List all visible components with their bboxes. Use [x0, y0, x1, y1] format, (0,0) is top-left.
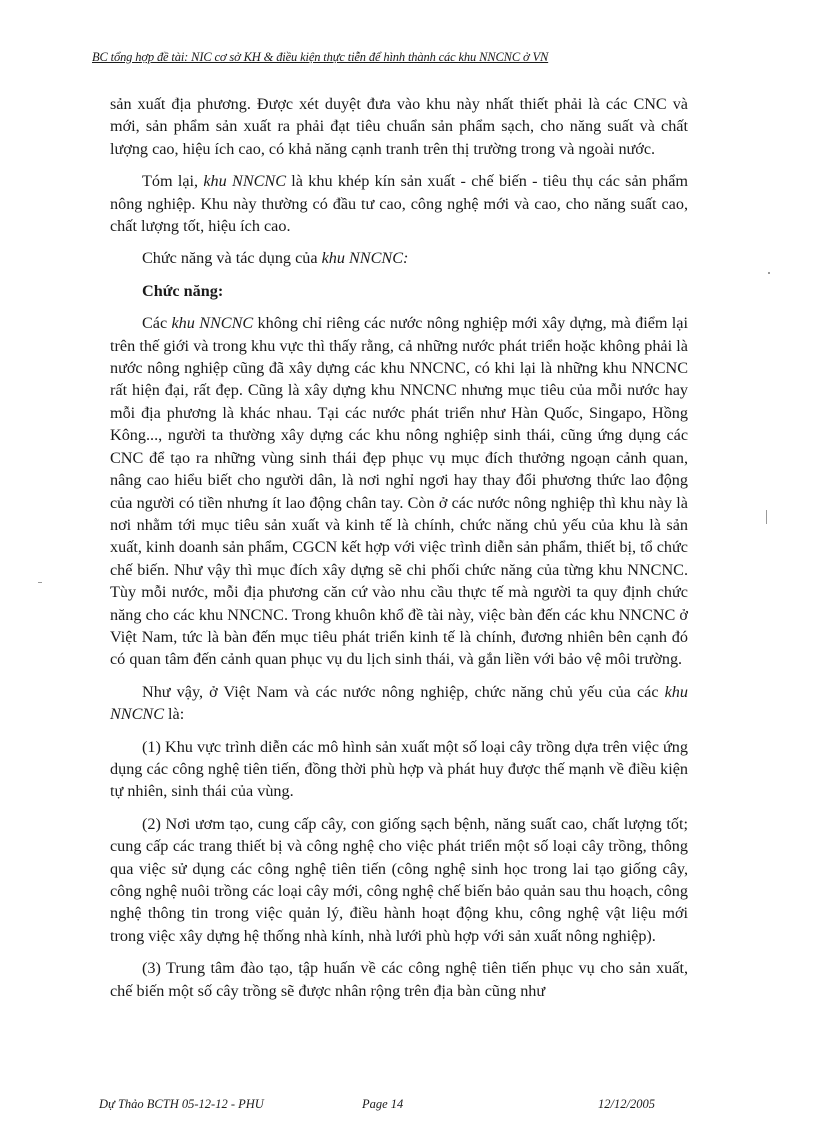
margin-mark — [38, 582, 42, 583]
emphasis-term: khu NNCNC: — [321, 249, 409, 268]
margin-mark — [768, 272, 770, 274]
paragraph-text: là khu khép kín sản xuất - chế biến - tiêu thụ các sản phẩm nông nghiệp. Khu này thường có đầu tư cao, công nghệ mới và cao, cho năng suất cao, chất lượng tốt, hiệu ích cao. — [110, 172, 688, 236]
emphasis-term: khu NNCNC — [203, 172, 287, 191]
paragraph — [110, 312, 688, 671]
paragraph — [110, 681, 688, 726]
paragraph-text: Chức năng và tác dụng của — [142, 249, 322, 268]
paragraph-text: Như vậy, ở Việt Nam và các nước nông nghiệp, chức năng chủ yếu của các — [142, 682, 665, 701]
margin-mark — [766, 510, 767, 524]
paragraph — [110, 170, 688, 237]
paragraph-text: Tóm lại, — [142, 172, 204, 191]
footer-date: 12/12/2005 — [598, 1097, 655, 1111]
paragraph-text: Các — [142, 314, 172, 333]
list-item: (3) Trung tâm đào tạo, tập huấn về các công nghệ tiên tiến phục vụ cho sản xuất, chế biến một số cây trồng sẽ được nhân rộng trên địa bàn cũng như — [110, 959, 688, 1000]
footer-page-number: Page 14 — [362, 1097, 404, 1111]
paragraph-text: là: — [164, 705, 185, 724]
paragraph-text: không chỉ riêng các nước nông nghiệp mới xây dựng, mà điểm lại trên thế giới và trong khu vực thì thấy rằng, cả những nước phát triển hoặc không phải là nước nông nghiệp cũng đã xây dựng các khu NNCNC, có khi lại là những khu NNCNC rất hiện đại, rất đẹp. Cũng là xây dựng khu NNCNC nhưng mục tiêu của mỗi nước hay mỗi địa phương là khác nhau. Tại các nước phát triển như Hàn Quốc, Singapo, Hồng Kông..., người ta thường xây dựng các khu nông nghiệp sinh thái, cũng ứng dụng các CNC để tạo ra những vùng sinh thái đẹp phục vụ mục đích thưởng ngoạn cảnh quan, nâng cao hiểu biết cho người dân, là nơi nghỉ ngơi hay thay đổi phương thức lao động của người có tiền nhưng ít lao động chân tay. Còn ở các nước nông nghiệp thì khu này là nơi nhằm tới mục tiêu sản xuất và kinh tế là chính, chức năng chủ yếu của khu là sản xuất, kinh doanh sản phẩm, CGCN kết hợp với việc trình diễn sản phẩm, thiết bị, tổ chức chế biến. Như vậy thì mục đích xây dựng sẽ chi phối chức năng của từng khu NNCNC. Tùy mỗi nước, mỗi địa phương căn cứ vào nhu cầu thực tế mà người ta quy định chức năng cho các khu NNCNC. Trong khuôn khổ đề tài này, việc bàn đến các khu NNCNC ở Việt Nam, tức là bàn đến mục tiêu phát triển kinh tế là chính, đương nhiên bên cạnh đó có quan tâm đến cảnh quan phục vụ du lịch sinh thái, và gắn liền với bảo vệ môi trường. — [110, 314, 688, 669]
document-body — [110, 93, 688, 1012]
list-item: (1) Khu vực trình diễn các mô hình sản xuất một số loại cây trồng dựa trên việc ứng dụng các công nghệ tiên tiến, đồng thời phù hợp và phát huy được thế mạnh về điều kiện tự nhiên, sinh thái của vùng. — [110, 737, 688, 801]
list-item: (2) Nơi ươm tạo, cung cấp cây, con giống sạch bệnh, năng suất cao, chất lượng tốt; cung cấp các trang thiết bị và công nghệ cho việc phát triển một số loại cây trồng, thông qua việc sử dụng các công nghệ tiên tiến (công nghệ sinh học trong lai tạo giống cây, công nghệ nuôi trồng các loại cây mới, công nghệ chế biến bảo quản sau thu hoạch, công nghệ thông tin trong việc quản lý, điều hành hoạt động khu, công nghệ vật liệu mới trong việc xây dựng hệ thống nhà kính, nhà lưới phù hợp với sản xuất nông nghiệp). — [110, 814, 688, 945]
footer-draft-label: Dự Thảo BCTH 05-12-12 - PHU — [99, 1097, 264, 1111]
emphasis-term: khu NNCNC — [171, 314, 254, 333]
emphasis-term: khu NNCNC — [110, 682, 688, 724]
paragraph — [110, 247, 688, 269]
paragraph: sản xuất địa phương. Được xét duyệt đưa vào khu này nhất thiết phải là các CNC và mới, sản phẩm sản xuất ra phải đạt tiêu chuẩn sản phẩm sạch, cho năng suất và chất lượng cao, hiệu ích cao, có khả năng cạnh tranh trên thị trường trong và ngoài nước. — [110, 95, 688, 158]
running-header: BC tổng hợp đề tài: NIC cơ sở KH & điều kiện thực tiễn để hình thành các khu NNCNC ở VN — [92, 50, 549, 64]
section-heading: Chức năng: — [142, 281, 224, 300]
